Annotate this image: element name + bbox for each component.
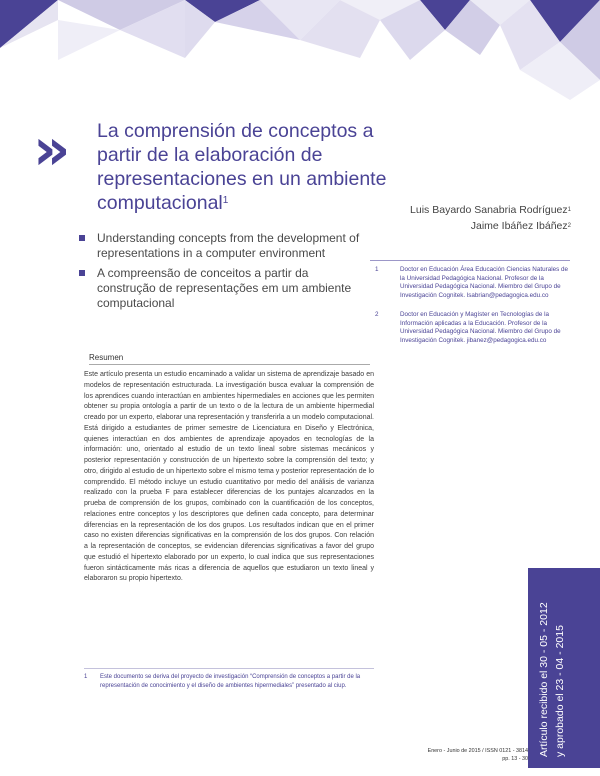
affiliation-text: Doctor en Educación y Magíster en Tecnologías de la Información aplicadas a la Educación. Profesor de la Universidad Pedagógica Nacional. Miembro del Grupo de Investigación Cognitek. jibanez@pedagogica.edu.co [400, 311, 561, 344]
author-marker: 2 [567, 223, 571, 229]
affiliation-number: 1 [375, 266, 379, 273]
bullet-square-icon [79, 270, 85, 276]
author-name: Luis Bayardo Sanabria Rodríguez [410, 204, 568, 216]
affiliation-divider [370, 260, 570, 261]
received-dates [536, 602, 568, 757]
journal-issue: Enero - Junio de 2015 / ISSN 0121 - 3814 [427, 748, 528, 754]
footnote-number: 1 [84, 674, 88, 680]
abstract-heading: Resumen [89, 353, 124, 362]
page-range: pp. 13 - 30 [502, 756, 528, 762]
abstract-body: Este artículo presenta un estudio encaminado a validar un sistema de aprendizaje basado en modelos de representación estructurada. La investigación busca evaluar la comprensión de los aprendices cuando interactúan en ambientes hipermediales en acciones que les permiten obtener su propia ontología a partir de un texto o de la lectura de un ambiente hipermedial creado por un experto, elaborar una representación y transferirla a un modelo computacional. Está dirigido a estudiantes de primer semestre de Licenciatura en Diseño y Electrónica, quienes interactúan en dos ambientes de aprendizaje apoyados en tecnologías de la información: uno, orientado al estudio de un texto lineal sobre sistemas mecánicos y posterior representación y construcción de un hipertexto sobre la comprensión del texto; y otro, dirigido al estudio de un hipertexto sobre el mismo tema y posterior representación de lo comprendido. El método incluye un estudio cuantitativo por medio del análisis de varianza realizado con la prueba F para establecer diferencias de los puntajes alcanzados en la prueba de comprensión de los grupos, combinado con la cuantificación de los conceptos, relaciones entre conceptos y los descriptores que definen cada concepto, para determinar diferencias en la representación de los dos grupos. Los resultados indican que en el primer caso no existen diferencias significativas en la comprensión de los dos grupos. Con relación a la representación de conceptos, se evidencian diferencias significativas a favor del grupo que estudió el hipertexto elaborado por un experto, lo cual indica que sus representaciones fueron sintácticamente más ricas a diferencia de aquellos que estudiaron un texto lineal y elaboraron su propio hipertexto. [84, 371, 374, 583]
title-english-text: Understanding concepts from the development of representations in a computer environment [97, 231, 360, 260]
article-title [97, 119, 387, 215]
affiliation-text: Doctor en Educación Área Educación Ciencias Naturales de la Universidad Pedagógica Nacional. Profesor de la Universidad Pedagógica Nacional. Miembro del Grupo de Investigación Cognitek. lsabrian@pedagogica.edu.co [400, 266, 569, 299]
affiliation-number: 2 [375, 311, 379, 318]
footnote [84, 673, 370, 690]
author-marker: 1 [567, 207, 571, 213]
received-date: Artículo recibido el 30 - 05 - 2012 [538, 602, 550, 757]
footnote-divider [84, 668, 374, 669]
title-portuguese-text: A compreensão de conceitos a partir da construção de representações em um ambiente computacional [97, 266, 352, 310]
title-portuguese [79, 266, 369, 311]
abstract-divider [89, 364, 370, 365]
author [360, 218, 571, 234]
chevron-double-icon: » [33, 115, 57, 183]
title-english [79, 231, 369, 261]
author-name: Jaime Ibáñez Ibáñez [470, 220, 568, 232]
approved-date: y aprobado el 23 - 04 - 2015 [554, 625, 566, 757]
author [360, 202, 571, 218]
page-footer [398, 747, 528, 763]
header-decoration [0, 0, 600, 110]
article-title-text: La comprensión de conceptos a partir de la elaboración de representaciones en un ambiente computacional [97, 120, 387, 214]
author-list [360, 202, 571, 234]
affiliation-note [375, 311, 570, 345]
affiliation-note [375, 266, 570, 300]
bullet-square-icon [79, 235, 85, 241]
title-footnote-marker: 1 [222, 195, 229, 206]
footnote-text: Este documento se deriva del proyecto de investigación “Comprensión de conceptos a partir de la representación de conocimiento y el diseño de ambientes hipermediales” presentado al ciup. [100, 674, 361, 689]
